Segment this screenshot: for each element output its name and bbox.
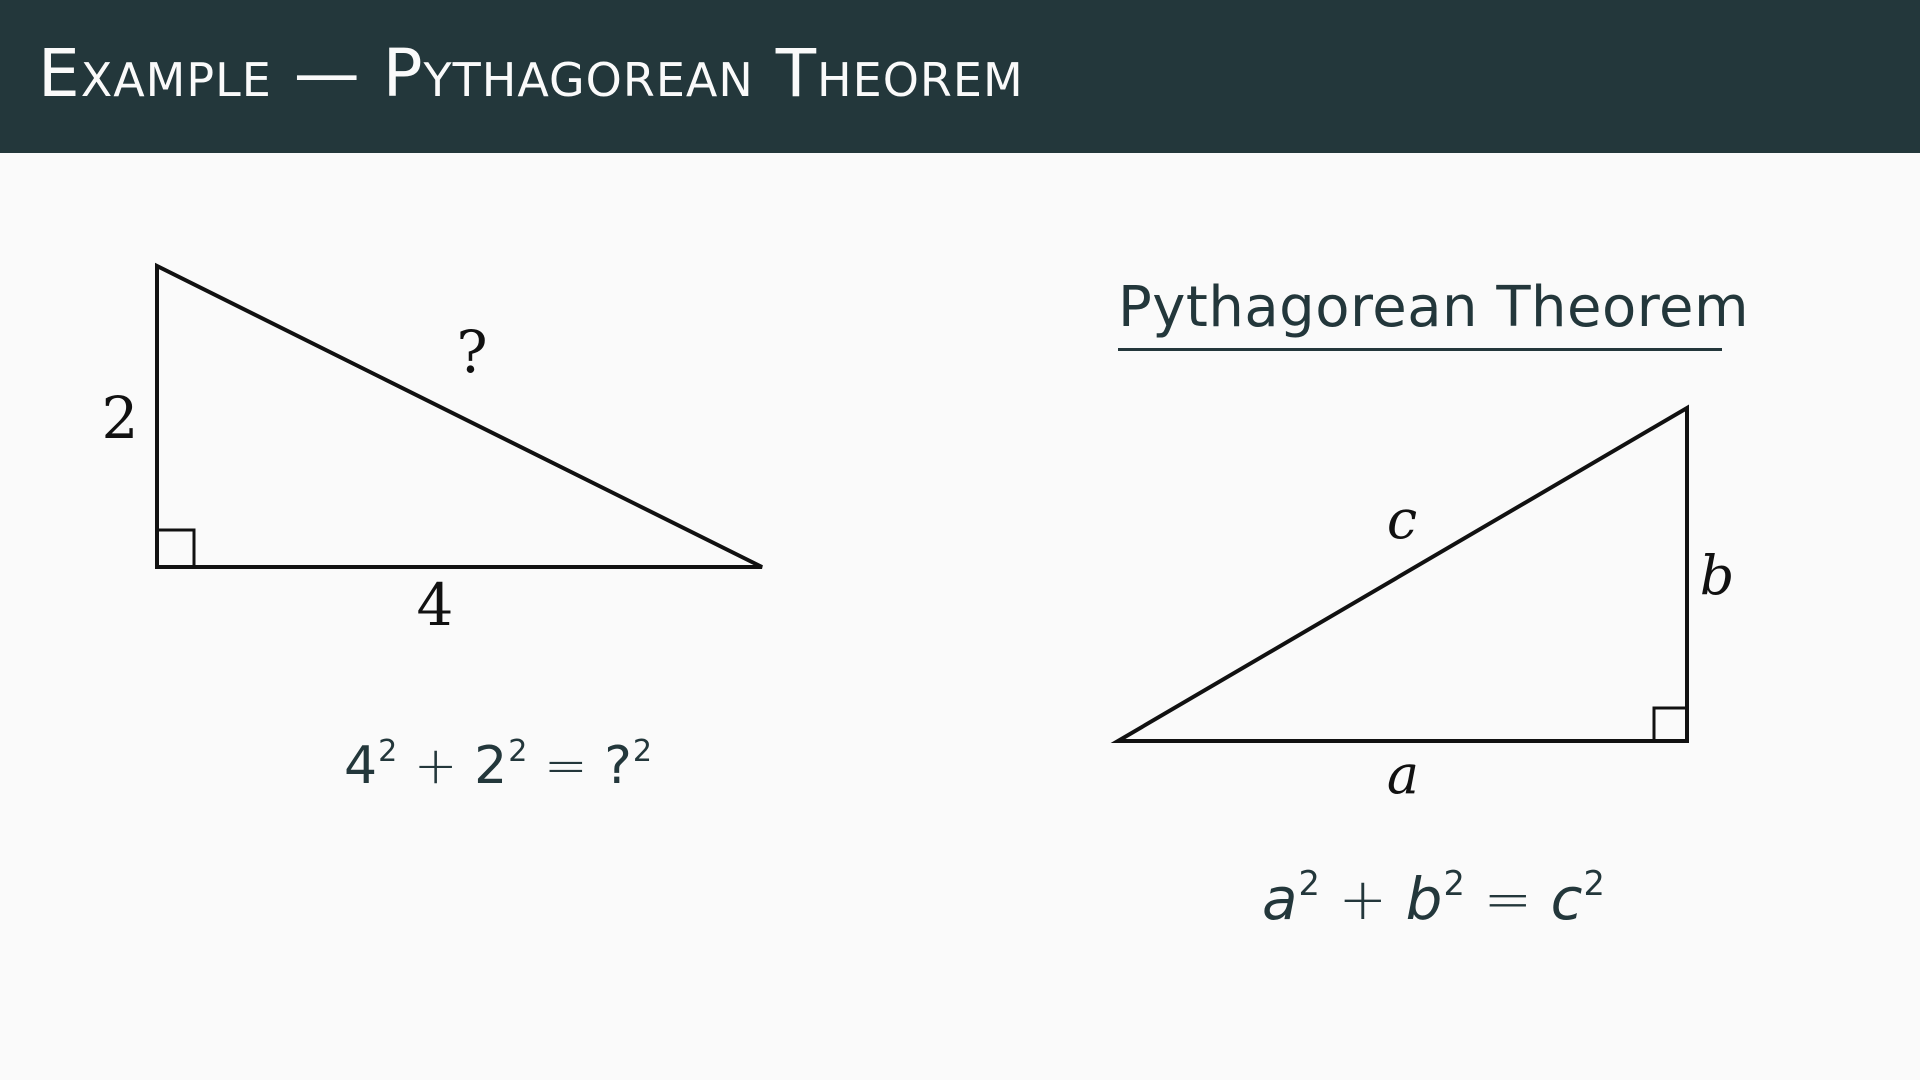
theorem-eq-result [1551,865,1605,933]
example-eq-result-base: ? [604,736,632,796]
example-eq-term1-base: 4 [344,736,378,796]
theorem-triangle-group [1118,408,1734,806]
theorem-eq-equals: = [1483,865,1533,933]
example-label-left: 2 [101,384,139,452]
example-eq-equals: = [544,736,588,796]
example-equation [344,734,653,796]
theorem-right-angle-marker [1654,708,1687,741]
example-eq-plus: + [413,736,458,796]
theorem-label-c: c [1386,488,1418,551]
example-eq-term2 [474,736,527,796]
slide-title: Example — Pythagorean Theorem [38,35,1024,112]
theorem-eq-term1-exp: 2 [1298,863,1320,903]
theorem-label-a: a [1386,743,1420,806]
theorem-eq-term2-exp: 2 [1443,863,1465,903]
example-right-angle-marker [157,530,194,567]
example-label-bottom: 4 [416,571,454,639]
example-eq-term2-base: 2 [474,736,508,796]
theorem-eq-plus: + [1338,865,1388,933]
theorem-eq-result-exp: 2 [1583,863,1605,903]
theorem-eq-term2 [1406,865,1465,933]
theorem-equation [1262,863,1605,933]
theorem-label-b: b [1699,544,1735,607]
example-eq-result [604,736,652,796]
theorem-eq-result-base: c [1550,865,1583,933]
example-triangle-group [102,266,762,639]
theorem-eq-term1 [1262,865,1320,933]
theorem-heading: Pythagorean Theorem [1118,274,1722,351]
example-eq-term2-exp: 2 [508,734,528,770]
example-triangle [157,266,762,567]
example-label-hypotenuse: ? [456,318,488,386]
example-eq-result-exp: 2 [632,734,653,770]
theorem-eq-term1-base: a [1262,865,1298,933]
theorem-eq-term2-base: b [1405,865,1443,933]
theorem-triangle [1118,408,1687,741]
example-eq-term1 [344,736,397,796]
example-eq-term1-exp: 2 [378,734,398,770]
